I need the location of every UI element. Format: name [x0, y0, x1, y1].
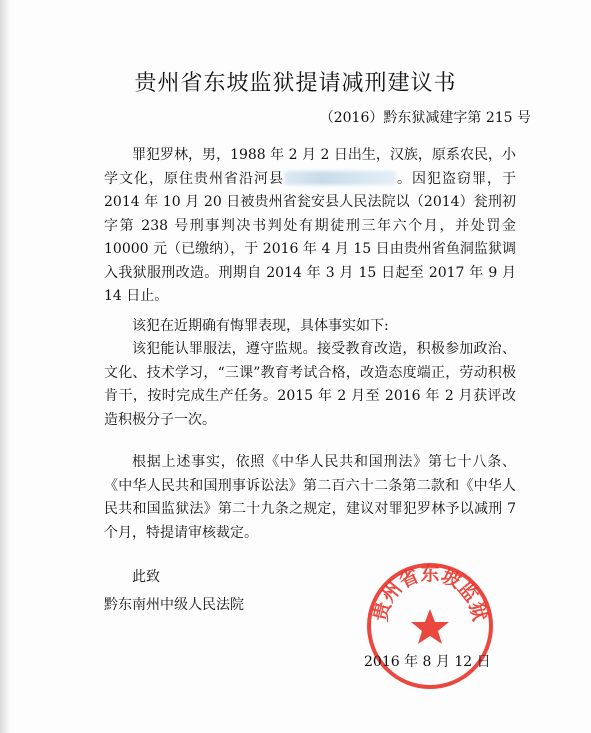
document-title: 贵州省东坡监狱提请减刑建议书	[134, 71, 457, 96]
redacted-address	[284, 171, 396, 185]
paragraph-legal-basis: 根据上述事实，依照《中华人民共和国刑法》第七十八条、《中华人民共和国刑事诉讼法》第二百六十二条第二款和《中华人民共和国监狱法》第二十九条之规定，建议对罪犯罗林予以减刑 7 个月，特提请审核裁定。	[104, 454, 516, 541]
paragraph-repentance-intro: 该犯在近期确有悔罪表现，具体事实如下:	[132, 318, 389, 334]
document-date: 2016 年 8 月 12 日	[364, 654, 491, 670]
paragraph-facts: 该犯能认罪服法，遵守监规。接受教育改造，积极参加政治、文化、技术学习，“三课”教育考试合格，改造态度端正，劳动积极肯干，按时完成生产任务。2015 年 2 月至 2016 年 2 月获评改造积极分子一次。	[104, 341, 516, 428]
recipient-court: 黔东南州中级人民法院	[104, 597, 244, 613]
closing-salutation: 此致	[132, 569, 160, 585]
paragraph-criminal-info	[104, 144, 516, 309]
seal-text: 贵州省东坡监狱	[369, 563, 491, 624]
scan-edge-shadow	[0, 0, 10, 733]
seal-star-icon	[411, 609, 449, 644]
official-seal-icon	[365, 561, 495, 691]
document-number: （2016）黔东狱减建字第 215 号	[319, 110, 531, 126]
paragraph-criminal-info-part2: 。因犯盗窃罪，于 2014 年 10 月 20 日被贵州省瓮安县人民法院以（2014）瓮刑初字第 238 号刑事判决书判处有期徒刑三年六个月，并处罚金 10000 元（已缴纳），于 2016 年 4 月 15 日由贵州省鱼洞监狱调入我狱服刑改造。刑期自 2014 年 3 月 15 日起至 2017 年 9 月 14 日止。	[104, 170, 516, 304]
paragraph-criminal-info-part1: 罪犯罗林，男，1988 年 2 月 2 日出生，汉族，原系农民，小学文化，原住贵州省沿河县	[104, 147, 516, 187]
